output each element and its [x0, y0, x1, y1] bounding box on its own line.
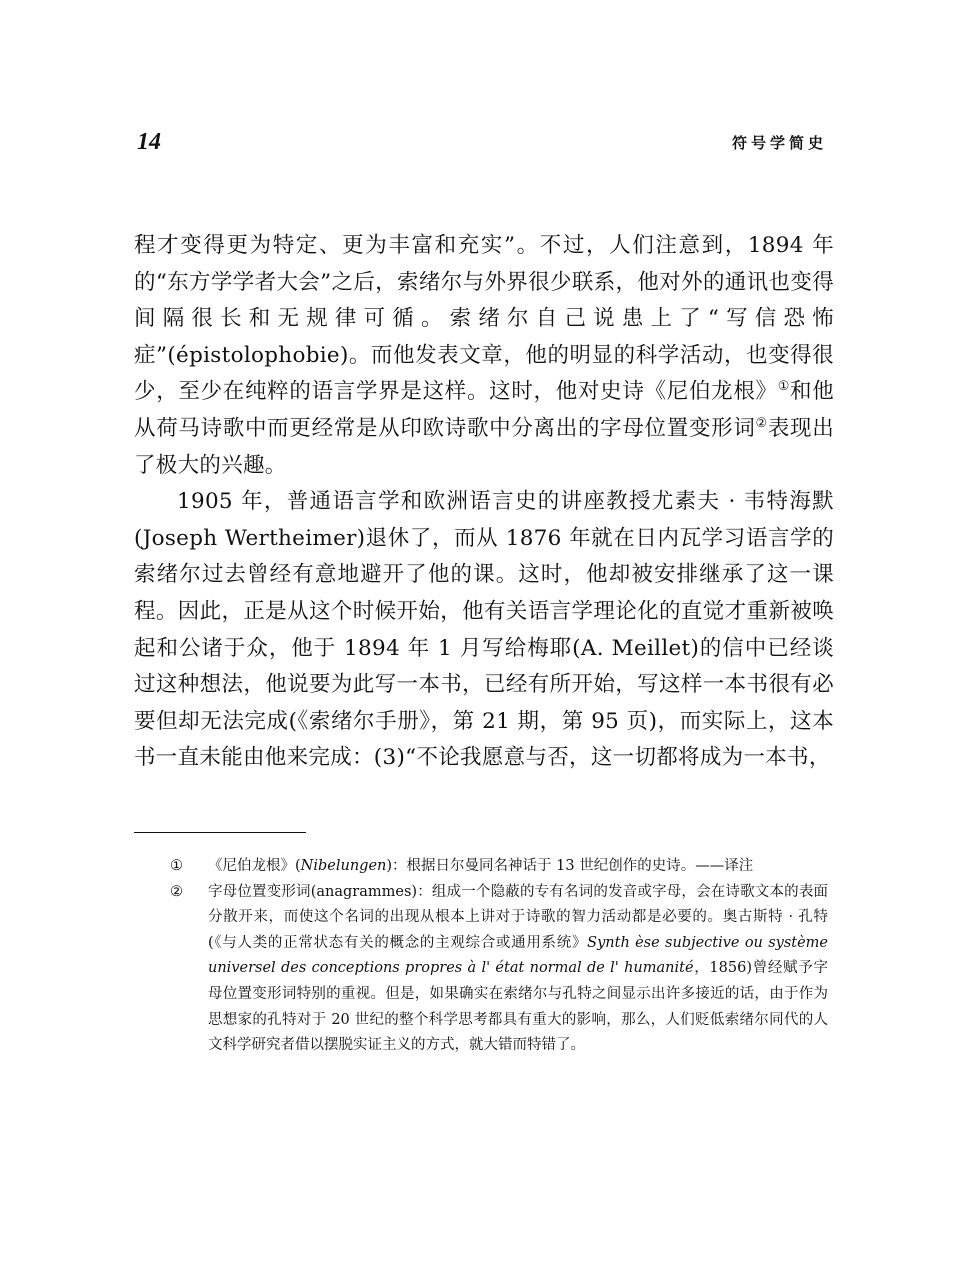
footnote-2-mark: ② — [170, 883, 183, 900]
footnotes — [170, 854, 828, 1059]
paragraph-1-text: 程才变得更为特定、更为丰富和充实”。不过，人们注意到，1894 年的“东方学学者大会”之后，索绪尔与外界很少联系，他对外的通讯也变得间隔很长和无规律可循。索绪尔自己说患上了“写信恐怖症”(épistolophobie)。而他发表文章，他的明显的科学活动，也变得很少，至少在纯粹的语言学界是这样。这时，他对史诗《尼伯龙根》 — [134, 233, 834, 405]
paragraph-2: 1905 年，普通语言学和欧洲语言史的讲座教授尤素夫 · 韦特海默(Joseph Wertheimer)退休了，而从 1876 年就在日内瓦学习语言学的索绪尔过去曾经有意地避开了他的课。这时，他却被安排继承了这一课程。因此，正是从这个时候开始，他有关语言学理论化的直觉才重新被唤起和公诸于众，他于 1894 年 1 月写给梅耶(A. Meillet)的信中已经谈过这种想法，他说要为此写一本书，已经有所开始，写这样一本书很有必要但却无法完成(《索绪尔手册》，第 21 期，第 95 页)，而实际上，这本书一直未能由他来完成：(3)“不论我愿意与否，这一切都将成为一本书， — [134, 489, 834, 771]
body-text — [134, 228, 834, 777]
footnote-ref-1[interactable]: ① — [777, 379, 791, 395]
footnote-divider — [134, 832, 306, 833]
paragraph-1 — [134, 228, 834, 484]
running-title: 符号学简史 — [731, 134, 827, 152]
footnote-2-text-b: ，1856)曾经赋予字母位置变形词特别的重视。但是，如果确实在索绪尔与孔特之间显示出许多接近的话，由于作为思想家的孔特对于 20 世纪的整个科学思考都具有重大的影响，那么，人们贬低索绪尔同代的人文科学研究者借以摆脱实证主义的方式，就大错而特错了。 — [208, 960, 828, 1054]
footnote-1-text-b: )：根据日尔曼同名神话于 13 世纪创作的史诗。——译注 — [386, 858, 754, 874]
footnote-2-italic: Synth èse subjective ou système universel des conceptions propres à l' état normal de l' humanité — [208, 934, 829, 977]
footnote-1-mark: ① — [170, 858, 183, 874]
footnote-1-text-a: 《尼伯龙根》( — [208, 858, 301, 874]
footnote-2-text-a: 字母位置变形词(anagrammes)：组成一个隐蔽的专有名词的发音或字母，会在诗歌文本的表面分散开来，而使这个名词的出现从根本上讲对于诗歌的智力活动都是必要的。奥古斯特 · 孔特(《与人类的正常状态有关的概念的主观综合或通用系统》 — [208, 883, 828, 951]
paragraph-1-text-c: 表现出了极大的兴趣。 — [134, 415, 835, 478]
footnote-2 — [170, 880, 828, 1059]
paragraph-1-text-b: 和他从荷马诗歌中而更经常是从印欧诗歌中分离出的字母位置变形词 — [134, 379, 835, 441]
page-number: 14 — [137, 129, 161, 155]
footnote-1-italic: Nibelungen — [300, 858, 387, 874]
footnote-ref-2[interactable]: ② — [755, 415, 768, 431]
footnote-1 — [170, 854, 828, 880]
